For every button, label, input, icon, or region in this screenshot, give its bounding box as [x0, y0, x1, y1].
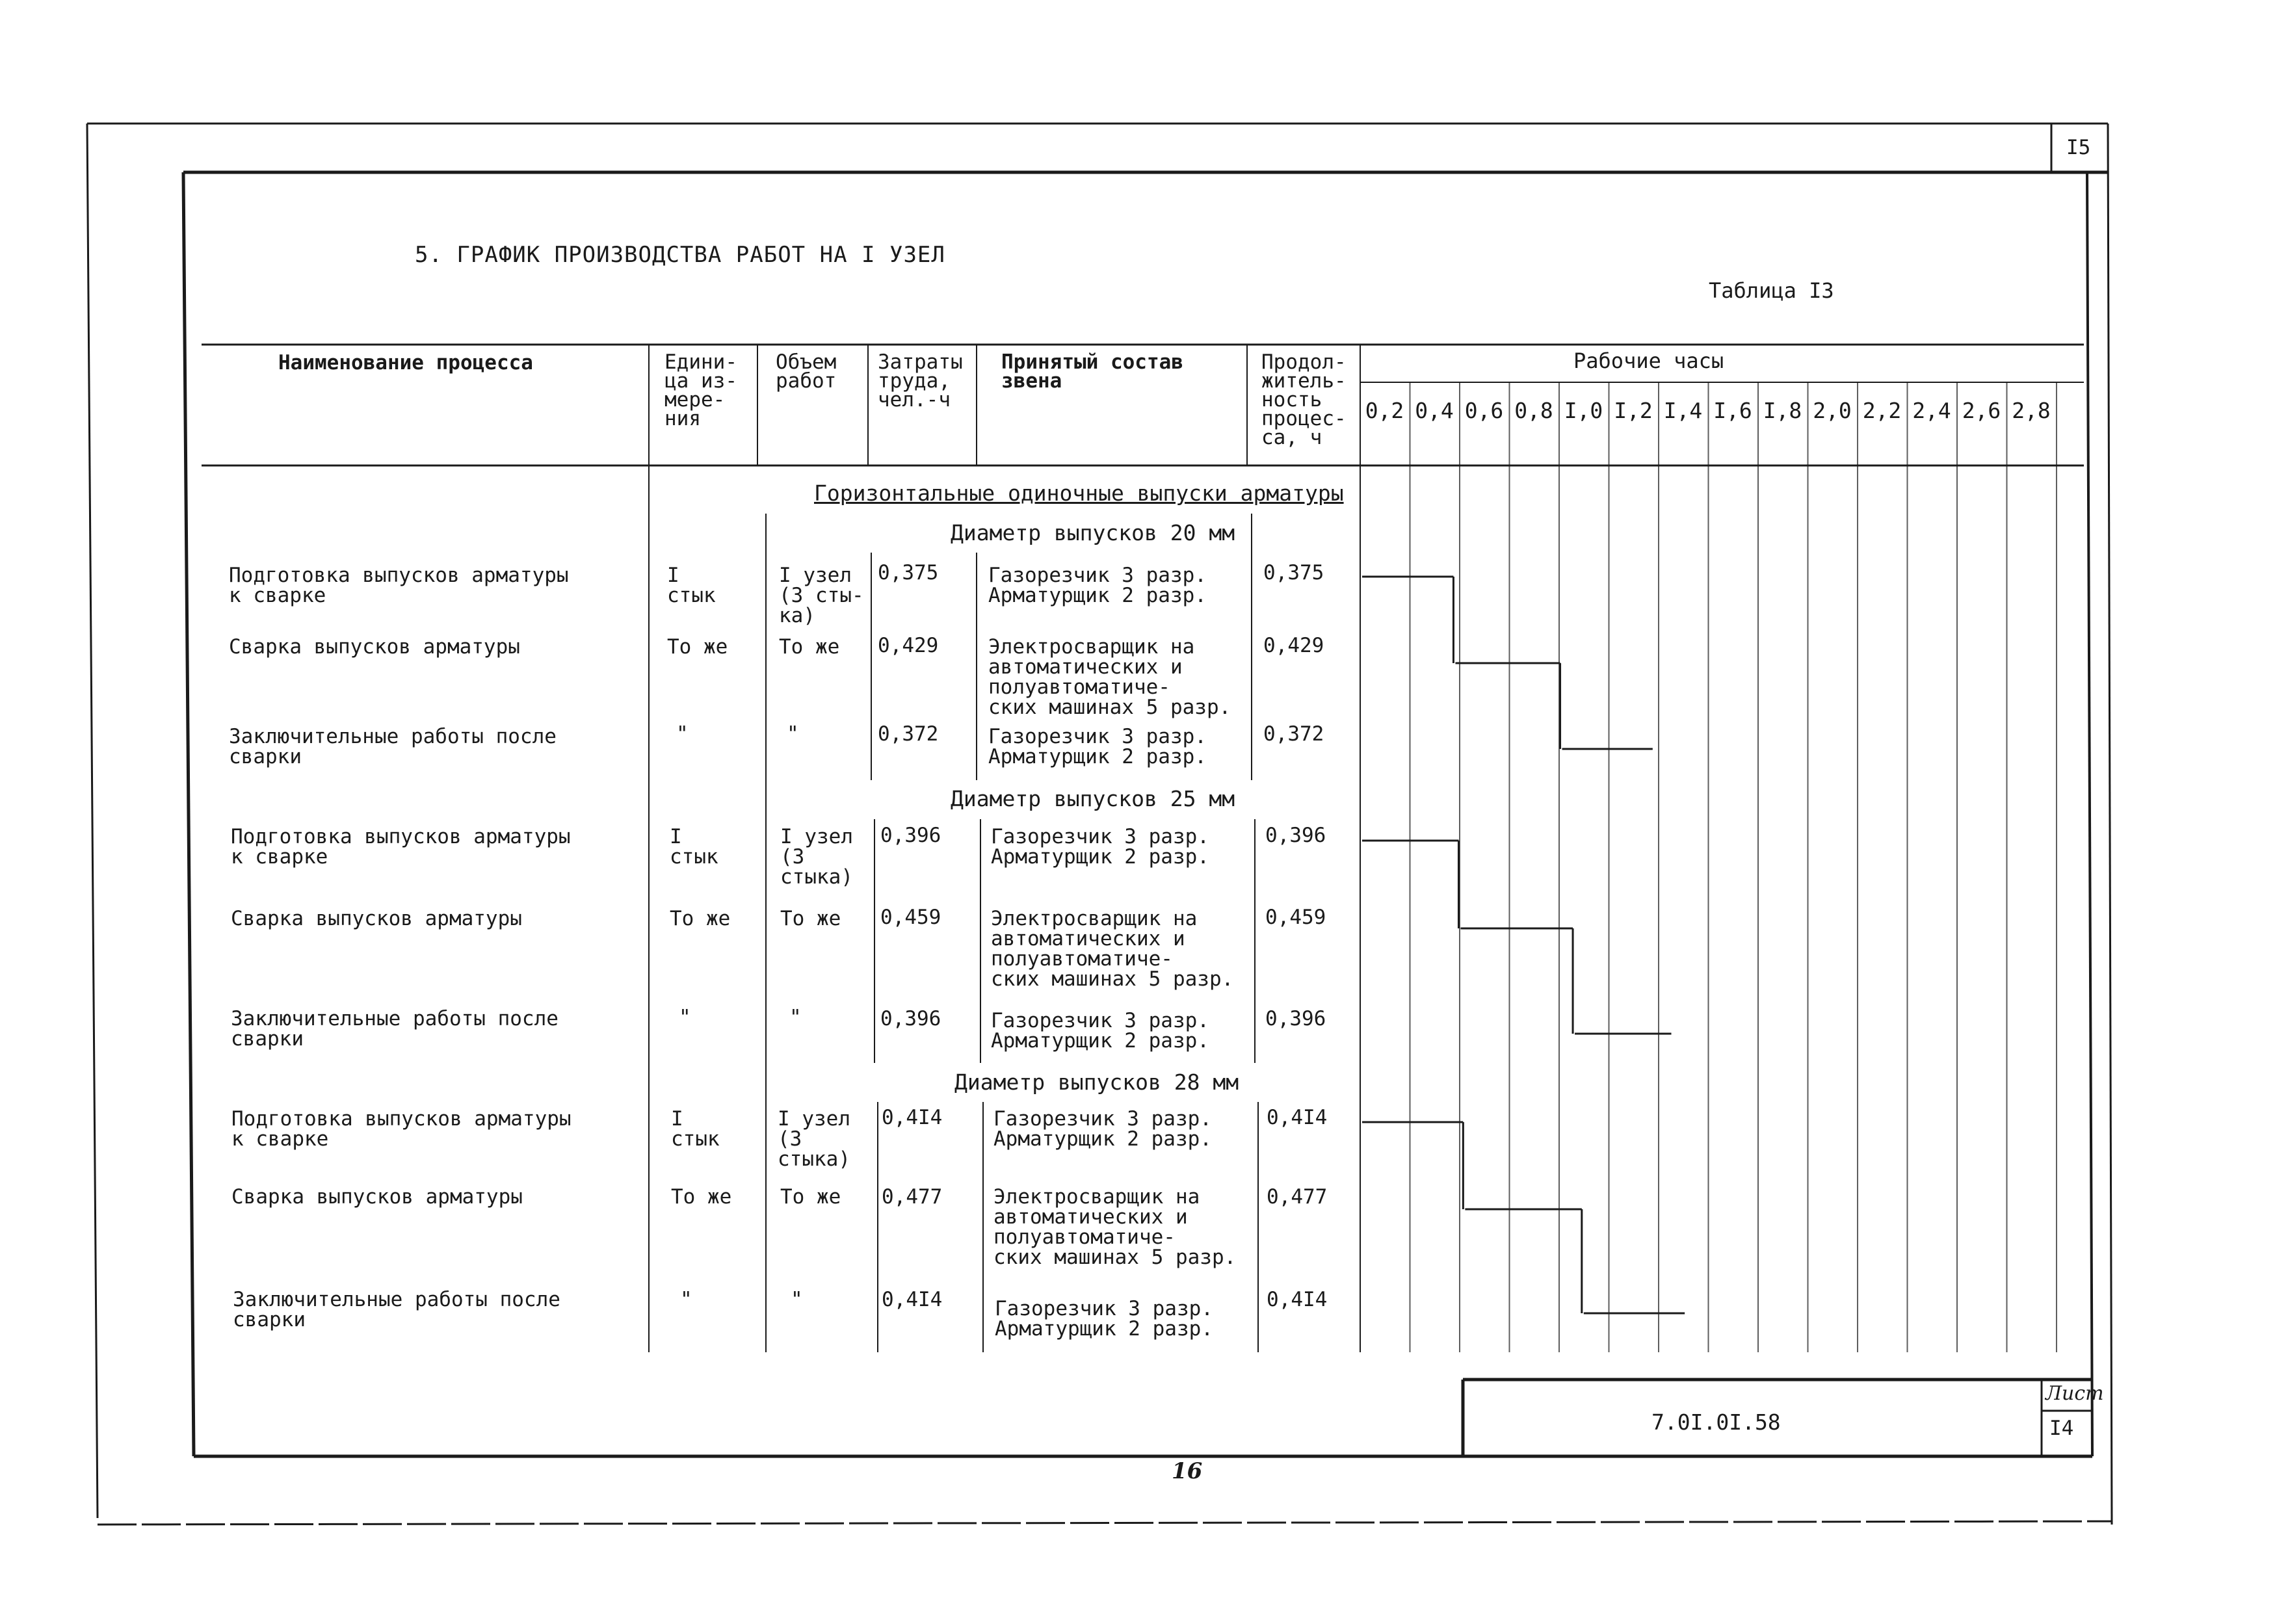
document-code: 7.0I.0I.58 [1651, 1409, 1781, 1435]
row-volume: " [789, 1006, 802, 1029]
hour-label: 0,6 [1464, 398, 1504, 423]
row-labor: 0,477 [882, 1185, 943, 1209]
row-name: Подготовка выпусков арматуры к сварке [231, 825, 571, 869]
hour-gridlines [1410, 382, 2057, 1352]
hour-label: 2,0 [1813, 398, 1852, 423]
row-name: Заключительные работы после сварки [229, 725, 557, 768]
group-subtitle: Диаметр выпусков 20 мм [951, 520, 1235, 545]
hour-label: I,0 [1564, 398, 1603, 423]
hour-label: 0,2 [1365, 398, 1404, 423]
hour-label: 2,8 [2012, 398, 2051, 423]
header-name: Наименование процесса [278, 351, 533, 374]
row-crew: Газорезчик 3 разр. Арматурщик 2 разр. [988, 564, 1207, 607]
hour-label: 0,8 [1514, 398, 1553, 423]
row-name: Заключительные работы после сварки [233, 1288, 560, 1331]
row-duration: 0,396 [1265, 824, 1326, 847]
row-labor: 0,459 [880, 906, 941, 929]
row-crew: Электросварщик на автоматических и полуавтоматиче- ских машинах 5 разр. [991, 907, 1234, 991]
hour-label: I,8 [1763, 398, 1802, 423]
row-unit: То же [670, 907, 731, 930]
row-name: Сварка выпусков арматуры [231, 907, 522, 930]
row-crew: Газорезчик 3 разр. Арматурщик 2 разр. [991, 1009, 1209, 1053]
header-labor: Затраты труда, чел.-ч [878, 350, 963, 412]
sheet-label: Лист [2045, 1382, 2104, 1405]
row-unit: То же [671, 1185, 732, 1209]
sheet-number-top: I5 [2066, 136, 2091, 159]
row-labor: 0,4I4 [882, 1106, 943, 1129]
header-hours-title: Рабочие часы [1573, 348, 1724, 373]
row-unit: " [676, 722, 689, 746]
row-unit: " [679, 1006, 691, 1029]
row-unit: То же [667, 635, 728, 659]
row-volume: I узел (3 стыка) [780, 825, 853, 889]
row-name: Сварка выпусков арматуры [229, 635, 520, 659]
row-volume: То же [779, 635, 840, 659]
row-duration: 0,459 [1265, 906, 1326, 929]
row-crew: Газорезчик 3 разр. Арматурщик 2 разр. [993, 1107, 1212, 1151]
header-unit: Едини- ца из- мере- ния [664, 350, 737, 430]
row-duration: 0,477 [1267, 1185, 1328, 1209]
hour-label: 2,2 [1862, 398, 1902, 423]
row-labor: 0,375 [878, 561, 939, 584]
row-name: Сварка выпусков арматуры [231, 1185, 523, 1209]
row-duration: 0,396 [1265, 1007, 1326, 1030]
page-title: 5. ГРАФИК ПРОИЗВОДСТВА РАБОТ НА I УЗЕЛ [415, 242, 945, 268]
header-crew: Принятый состав звена [1001, 350, 1183, 393]
hour-label: 2,4 [1912, 398, 1951, 423]
row-unit: I стык [671, 1107, 720, 1151]
row-volume: I узел (3 сты- ка) [779, 564, 864, 627]
hour-label: I,2 [1614, 398, 1653, 423]
row-name: Подготовка выпусков арматуры к сварке [229, 564, 569, 607]
row-labor: 0,396 [880, 1007, 941, 1030]
row-crew: Электросварщик на автоматических и полуавтоматиче- ских машинах 5 разр. [988, 635, 1231, 719]
row-duration: 0,4I4 [1267, 1288, 1328, 1311]
section-title: Горизонтальные одиночные выпуски арматуры [814, 480, 1344, 506]
row-volume: I узел (3 стыка) [778, 1107, 850, 1171]
row-volume: То же [780, 1185, 841, 1209]
row-unit: I стык [670, 825, 718, 869]
row-crew: Электросварщик на автоматических и полуавтоматиче- ских машинах 5 разр. [993, 1185, 1237, 1269]
row-labor: 0,429 [878, 634, 939, 657]
row-labor: 0,396 [880, 824, 941, 847]
row-crew: Газорезчик 3 разр. Арматурщик 2 разр. [988, 725, 1207, 768]
row-volume: " [791, 1288, 803, 1311]
row-crew: Газорезчик 3 разр. Арматурщик 2 разр. [995, 1297, 1213, 1341]
row-labor: 0,4I4 [882, 1288, 943, 1311]
row-duration: 0,375 [1263, 561, 1324, 584]
row-name: Заключительные работы после сварки [231, 1007, 559, 1051]
row-duration: 0,4I4 [1267, 1106, 1328, 1129]
row-duration: 0,429 [1263, 634, 1324, 657]
row-name: Подготовка выпусков арматуры к сварке [231, 1107, 572, 1151]
row-labor: 0,372 [878, 722, 939, 746]
group-subtitle: Диаметр выпусков 28 мм [954, 1069, 1239, 1095]
group-subtitle: Диаметр выпусков 25 мм [951, 786, 1235, 811]
header-duration: Продол- житель- ность процес- са, ч [1261, 350, 1347, 449]
row-unit: I стык [667, 564, 716, 607]
row-duration: 0,372 [1263, 722, 1324, 746]
row-volume: То же [780, 907, 841, 930]
sheet-number: I4 [2049, 1417, 2074, 1440]
hour-label: 0,4 [1415, 398, 1454, 423]
row-volume: " [787, 722, 799, 746]
table-label: Таблица I3 [1709, 278, 1834, 303]
row-unit: " [680, 1288, 692, 1311]
hour-label: I,6 [1713, 398, 1752, 423]
page-mark: 16 [1172, 1458, 1203, 1484]
row-crew: Газорезчик 3 разр. Арматурщик 2 разр. [991, 825, 1209, 869]
header-volume: Объем работ [776, 350, 837, 393]
hour-label: 2,6 [1962, 398, 2001, 423]
hour-label: I,4 [1663, 398, 1703, 423]
